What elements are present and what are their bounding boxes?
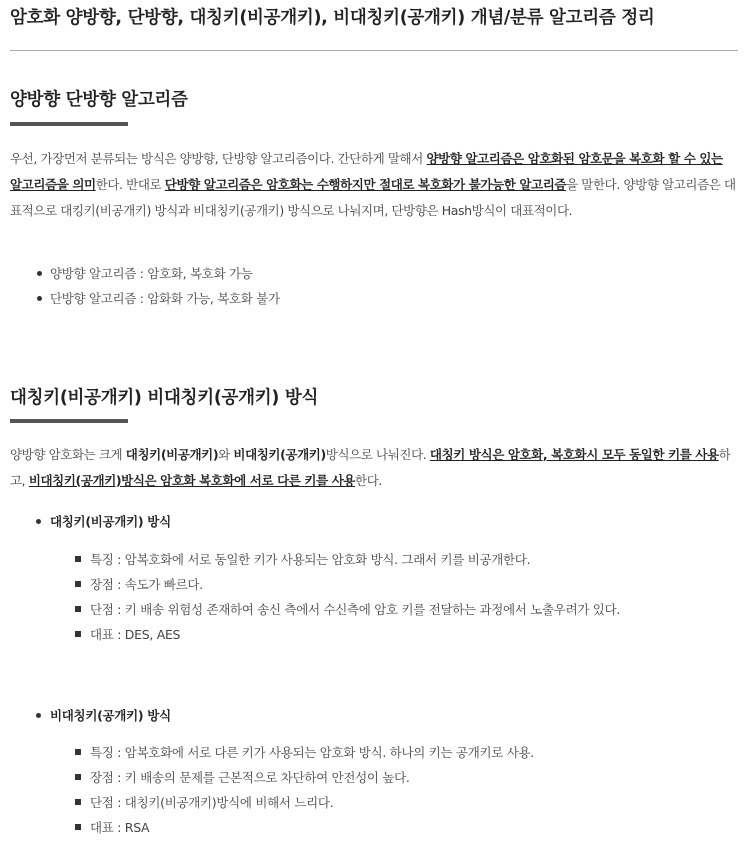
emphasis-text: 대칭키 방식은 암호화, 복호화시 모두 동일한 키를 사용: [429, 447, 719, 462]
list-item: 대표 : DES, AES: [90, 622, 620, 647]
section-underline-bar: [10, 122, 128, 126]
asymmetric-key-list: [90, 740, 534, 840]
para-text: 하고,: [10, 447, 731, 488]
para-text: 우선, 가장먼저 분류되는 방식은 양방향, 단방향 알고리즘이다. 간단하게 말해서: [10, 151, 427, 166]
para-text: 을 말한다. 양방향 알고리즘은 대표적으로 대킹키(비공개키) 방식과 비대칭키(공개키) 방식으로 나눠지며, 단방향은 Hash방식이 대표적이다.: [10, 177, 736, 218]
emphasis-text: 단방향 알고리즘은 암호화는 수행하지만 절대로 복호화가 불가능한 알고리즘: [164, 177, 567, 192]
emphasis-text: 비대칭키(공개키)방식은 암호화 복호화에 서로 다른 키를 사용: [28, 473, 356, 488]
bullet-dot: [36, 713, 41, 718]
list-item: 특징 : 암복호화에 서로 동일한 키가 사용되는 암호화 방식. 그래서 키를 비공개한다.: [90, 547, 620, 572]
list-item: 양방향 알고리즘 : 암호화, 복호화 가능: [50, 261, 280, 286]
para-text: 방식으로 나눠진다.: [325, 447, 430, 462]
list-item: 대표 : RSA: [90, 815, 534, 840]
subheading-label: 비대칭키(공개키) 방식: [50, 708, 171, 723]
bold-text: 대칭키(비공개키): [125, 447, 219, 462]
title-divider: [10, 50, 738, 51]
section-underline-bar: [10, 419, 128, 423]
para-text: 한다.: [355, 473, 382, 488]
para-text: 양방향 암호화는 크게: [10, 447, 126, 462]
list-item: 단점 : 대칭키(비공개키)방식에 비해서 느리다.: [90, 790, 534, 815]
symmetric-key-heading: [50, 512, 171, 530]
section-heading-oneway-twoway: 양방향 단방향 알고리즘: [10, 90, 188, 110]
bold-text: 비대칭키(공개키): [233, 447, 326, 462]
bullet-dot: [36, 519, 41, 524]
list-item: 단점 : 키 배송 위험성 존재하여 송신 측에서 수신측에 암호 키를 전달하는 과정에서 노출우려가 있다.: [90, 597, 620, 622]
list-item: 장점 : 속도가 빠르다.: [90, 572, 620, 597]
emphasis-text: 양방향 알고리즘은 암호화된 암호문을 복호화 할 수 있는 알고리즘을 의미: [10, 151, 723, 192]
section1-paragraph: [10, 146, 738, 224]
list-item: 장점 : 키 배송의 문제를 근본적으로 차단하여 안전성이 높다.: [90, 765, 534, 790]
list-item: 단방향 알고리즘 : 암화화 가능, 복호화 불가: [50, 286, 280, 311]
page-title: 암호화 양방향, 단방향, 대칭키(비공개키), 비대칭키(공개키) 개념/분류 알고리즘 정리: [10, 8, 655, 28]
para-text: 와: [218, 447, 234, 462]
asymmetric-key-heading: [50, 706, 171, 724]
section-heading-symmetric-asymmetric: 대칭키(비공개키) 비대칭키(공개키) 방식: [10, 388, 319, 408]
symmetric-key-list: [90, 547, 620, 647]
subheading-label: 대칭키(비공개키) 방식: [50, 514, 171, 529]
section2-paragraph: [10, 442, 738, 494]
list-item: 특징 : 암복호화에 서로 다른 키가 사용되는 암호화 방식. 하나의 키는 공개키로 사용.: [90, 740, 534, 765]
para-text: 한다. 반대로: [95, 177, 165, 192]
section1-bullet-list: [50, 261, 280, 311]
